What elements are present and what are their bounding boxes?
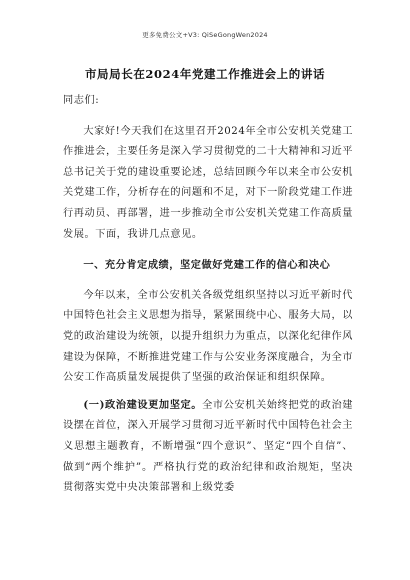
document-title: 市局局长在2024年党建工作推进会上的讲话 [84, 67, 326, 81]
header-note: 更多免费公文+V3: QiSeGongWen2024 [142, 31, 268, 39]
salutation: 同志们: [63, 95, 100, 106]
section-paragraph: 今年以来，全市公安机关各级党组织坚持以习近平新时代中国特色社会主义思想为指导，紧紧围绕中心、服务大局，以党的政治建设为统领，以提升组织力为重点，以深化纪律作风建设为保障，不断推进党建工作与公安业务深度融合，为全市公安工作高质量发展提供了坚强的政治保证和组织保障。 [63, 289, 353, 384]
subsection-paragraph [63, 395, 353, 499]
spacer [63, 245, 353, 251]
document-body [63, 91, 353, 499]
section-heading: 一、充分肯定成绩，坚定做好党建工作的信心和决心 [83, 259, 331, 272]
intro-paragraph: 大家好!今天我们在这里召开2024年全市公安机关党建工作推进会，主要任务是深入学习贯彻党的二十大精神和习近平总书记关于党的建设重要论述，总结回顾今年以来全市公安机关党建工作，分析存在的问题和不足，对下一阶段党建工作进行再动员、再部署，进一步推动全市公安机关党建工作高质量发展。下面，我讲几点意见。 [63, 125, 353, 240]
subsection-text: 全市公安机关始终把党的政治建设摆在首位，深入开展学习贯彻习近平新时代中国特色社会主义思想主题教育，不断增强“四个意识”、坚定“四个自信”、做到“两个维护”。严格执行党的政治纪律和政治规矩，坚决贯彻落实党中央决策部署和上级党委 [63, 399, 353, 494]
subsection-heading: (一)政治建设更加坚定。 [83, 398, 203, 411]
